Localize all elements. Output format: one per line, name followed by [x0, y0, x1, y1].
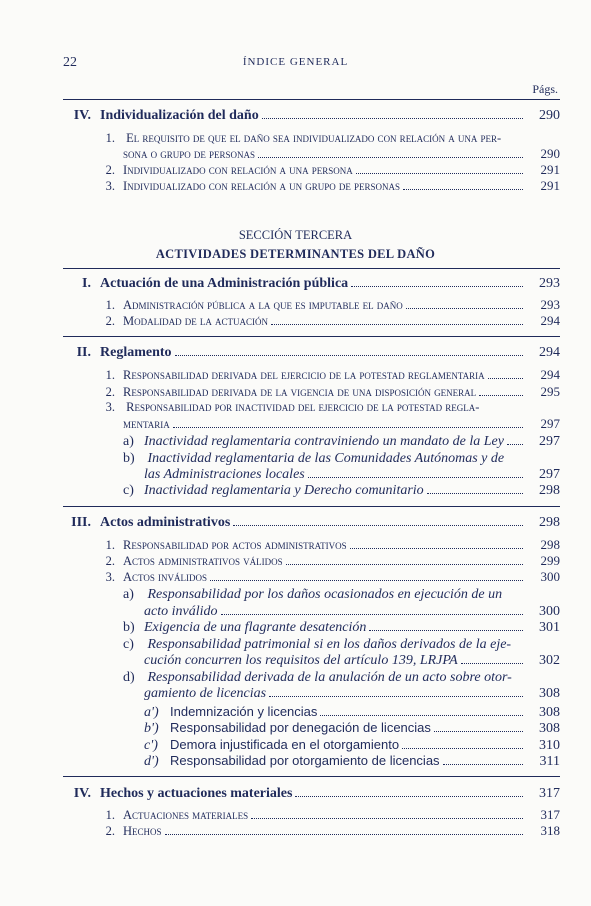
page-ref: 290 — [539, 108, 560, 123]
page-ref: 301 — [539, 620, 560, 635]
subsubitem-letter: a') — [144, 705, 159, 720]
leader-dots — [269, 696, 523, 697]
toc-item-entry[interactable] — [101, 537, 560, 553]
subitem-letter: d) — [123, 670, 135, 685]
subitem-text-cont: cución concurren los requisitos del artículo 139, LRJPA — [144, 653, 458, 668]
toc-item-entry[interactable] — [101, 367, 560, 383]
item-number: 2. — [105, 314, 115, 328]
leader-dots — [351, 286, 523, 287]
section-title: Actuación de una Administración pública — [100, 276, 349, 291]
leader-dots — [286, 564, 523, 565]
leader-dots — [221, 614, 524, 615]
item-number: 1. — [105, 131, 115, 145]
section-title: Hechos y actuaciones materiales — [100, 786, 293, 801]
subitem-text: Responsabilidad por los daños ocasionados en ejecución de un — [147, 587, 503, 602]
toc-subitem-entry[interactable] — [144, 604, 560, 620]
leader-dots — [173, 427, 523, 428]
page-ref: 298 — [539, 515, 560, 530]
item-text: Actos administrativos válidos — [123, 554, 283, 568]
subitem-letter: c) — [123, 637, 134, 652]
item-text: Responsabilidad por actos administrativos — [123, 538, 347, 552]
leader-dots — [175, 355, 523, 356]
toc-section-entry[interactable] — [63, 786, 560, 802]
leader-dots — [320, 715, 523, 716]
leader-dots — [233, 525, 523, 526]
toc-subitem-entry[interactable] — [123, 483, 560, 499]
leader-dots — [258, 157, 523, 158]
leader-dots — [402, 748, 523, 749]
toc-subsubitem-entry[interactable] — [144, 753, 560, 770]
leader-dots — [165, 834, 523, 835]
item-text: Hechos — [123, 824, 162, 838]
page-ref: 294 — [540, 313, 560, 328]
leader-dots — [427, 493, 523, 494]
page-ref: 308 — [539, 705, 560, 720]
page-number: 22 — [63, 55, 77, 70]
toc-item-entry[interactable] — [101, 178, 560, 194]
page-ref: 291 — [540, 162, 560, 177]
item-number: 2. — [105, 163, 115, 177]
item-number: 3. — [105, 570, 115, 584]
item-text: Individualizado con relación a una persona — [123, 163, 353, 177]
section-title-heading: ACTIVIDADES DETERMINANTES DEL DAÑO — [155, 247, 436, 261]
item-text: Responsabilidad por inactividad del ejercicio de la potestad regla- — [126, 400, 480, 414]
page-ref: 294 — [540, 367, 560, 382]
item-text: Responsabilidad derivada del ejercicio de la potestad reglamentaria — [123, 368, 485, 382]
page-ref: 310 — [539, 738, 560, 753]
toc-item-entry[interactable] — [101, 313, 560, 329]
item-text: Responsabilidad derivada de la vigencia de una disposición general — [123, 385, 477, 399]
subitem-text: Responsabilidad patrimonial si en los daños derivados de la eje- — [147, 637, 512, 652]
toc-item-line — [101, 400, 479, 415]
section-number: II. — [76, 345, 91, 360]
page-ref: 298 — [539, 483, 560, 498]
leader-dots — [369, 630, 523, 631]
section-number: IV. — [73, 786, 91, 801]
toc-item-entry[interactable] — [101, 823, 560, 839]
subsubitem-text: Responsabilidad por otorgamiento de licencias — [170, 753, 440, 768]
leader-dots — [251, 818, 523, 819]
subitem-letter: a) — [123, 434, 134, 449]
page-ref: 311 — [539, 754, 560, 769]
page-ref: 317 — [540, 807, 560, 822]
section-rule — [63, 268, 560, 269]
leader-dots — [356, 173, 523, 174]
item-number: 3. — [105, 400, 115, 414]
page-ref: 300 — [540, 569, 560, 584]
toc-subitem-entry[interactable] — [144, 653, 560, 669]
toc-section-entry[interactable] — [63, 276, 560, 292]
toc-subitem-entry[interactable] — [144, 467, 560, 483]
leader-dots — [461, 663, 523, 664]
toc-item-entry[interactable] — [101, 162, 560, 178]
subsubitem-letter: b') — [144, 721, 159, 736]
section-title: Individualización del daño — [100, 108, 259, 123]
subsubitem-text: Indemnización y licencias — [170, 704, 318, 719]
subitem-text-cont: acto inválido — [144, 604, 218, 619]
toc-subitem-entry[interactable] — [123, 620, 560, 636]
leader-dots — [295, 796, 523, 797]
toc-subitem-line — [123, 587, 502, 603]
leader-dots — [406, 308, 523, 309]
subsubitem-letter: d') — [144, 754, 159, 769]
item-text: Individualizado con relación a un grupo de personas — [123, 179, 401, 193]
leader-dots — [479, 395, 523, 396]
section-title: Actos administrativos — [100, 515, 231, 530]
section-rule — [63, 776, 560, 777]
section-number: IV. — [73, 108, 91, 123]
page-ref: 299 — [540, 553, 560, 568]
leader-dots — [308, 477, 523, 478]
toc-item-entry[interactable] — [101, 384, 560, 400]
item-number: 1. — [105, 368, 115, 382]
toc-subsubitem-entry[interactable] — [144, 737, 560, 754]
item-text-cont: sona o grupo de personas — [123, 147, 256, 161]
section-label: SECCIÓN TERCERA — [238, 228, 353, 242]
section-number: I. — [82, 276, 91, 291]
toc-subsubitem-entry[interactable] — [144, 704, 560, 721]
toc-item-entry[interactable] — [101, 807, 560, 823]
page-ref: 293 — [539, 276, 560, 291]
item-number: 2. — [105, 824, 115, 838]
page-ref: 308 — [539, 686, 560, 701]
page-ref: 318 — [540, 823, 560, 838]
page-ref: 295 — [540, 384, 560, 399]
leader-dots — [210, 580, 523, 581]
running-title: ÍNDICE GENERAL — [242, 56, 349, 68]
toc-section-entry[interactable] — [63, 108, 560, 124]
toc-subitem-line — [123, 670, 512, 686]
page-ref: 308 — [539, 721, 560, 736]
subsubitem-text: Responsabilidad por denegación de licencias — [170, 720, 431, 735]
toc-item-line — [105, 131, 502, 146]
subitem-text-cont: las Administraciones locales — [144, 467, 305, 482]
page-ref: 297 — [539, 467, 560, 482]
top-rule — [63, 99, 560, 100]
page-ref: 290 — [540, 146, 560, 161]
section-rule — [63, 506, 560, 507]
leader-dots — [350, 548, 523, 549]
leader-dots — [434, 731, 523, 732]
toc-item-entry[interactable] — [123, 146, 560, 162]
page-ref: 294 — [539, 345, 560, 360]
page-ref: 297 — [539, 434, 560, 449]
page-ref: 291 — [540, 178, 560, 193]
toc-item-entry[interactable] — [101, 553, 560, 569]
toc-item-entry[interactable] — [101, 569, 560, 585]
toc-subitem-line — [123, 637, 511, 653]
subitem-text: Inactividad reglamentaria contraviniendo un mandato de la Ley — [144, 434, 504, 449]
toc-subsubitem-entry[interactable] — [144, 720, 560, 737]
item-number: 3. — [105, 179, 115, 193]
leader-dots — [262, 118, 523, 119]
toc-item-entry[interactable] — [101, 297, 560, 313]
subitem-text: Inactividad reglamentaria de las Comunidades Autónomas y de — [147, 451, 505, 466]
leader-dots — [403, 189, 523, 190]
item-number: 1. — [105, 538, 115, 552]
toc-subitem-entry[interactable] — [144, 686, 560, 702]
page-ref: 302 — [539, 653, 560, 668]
section-rule — [63, 336, 560, 337]
page-ref: 293 — [540, 297, 560, 312]
subsubitem-letter: c') — [144, 738, 158, 753]
subitem-text: Responsabilidad derivada de la anulación de un acto sobre otor- — [147, 670, 512, 685]
toc-item-entry[interactable] — [123, 416, 560, 432]
leader-dots — [443, 764, 523, 765]
item-number: 2. — [105, 554, 115, 568]
leader-dots — [507, 444, 523, 445]
item-text: El requisito de que el daño sea individualizado con relación a una per- — [126, 131, 502, 145]
page-ref: 298 — [540, 537, 560, 552]
toc-section-entry[interactable] — [63, 515, 560, 531]
item-text-cont: mentaria — [123, 417, 170, 431]
item-number: 2. — [105, 385, 115, 399]
subitem-text: Inactividad reglamentaria y Derecho comunitario — [144, 483, 424, 498]
toc-subitem-entry[interactable] — [123, 434, 560, 450]
pages-column-label: Págs. — [532, 82, 558, 96]
subitem-letter: a) — [123, 587, 134, 602]
item-text: Actos inválidos — [123, 570, 207, 584]
subitem-text-cont: gamiento de licencias — [144, 686, 267, 701]
toc-section-entry[interactable] — [63, 345, 560, 361]
item-text: Administración pública a la que es imputable el daño — [123, 298, 403, 312]
subitem-letter: b) — [123, 620, 135, 635]
item-number: 1. — [105, 298, 115, 312]
page-ref: 297 — [540, 416, 560, 431]
page-header — [0, 55, 591, 73]
subitem-letter: c) — [123, 483, 134, 498]
section-title: Reglamento — [100, 345, 172, 360]
toc-subitem-line — [123, 451, 504, 467]
page-ref: 317 — [539, 786, 560, 801]
page-ref: 300 — [539, 604, 560, 619]
item-number: 1. — [105, 808, 115, 822]
subsubitem-text: Demora injustificada en el otorgamiento — [170, 737, 400, 752]
leader-dots — [271, 324, 523, 325]
item-text: Modalidad de la actuación — [123, 314, 268, 328]
subitem-letter: b) — [123, 451, 135, 466]
leader-dots — [488, 378, 523, 379]
item-text: Actuaciones materiales — [123, 808, 249, 822]
subitem-text: Exigencia de una flagrante desatención — [144, 620, 367, 635]
section-number: III. — [71, 515, 91, 530]
